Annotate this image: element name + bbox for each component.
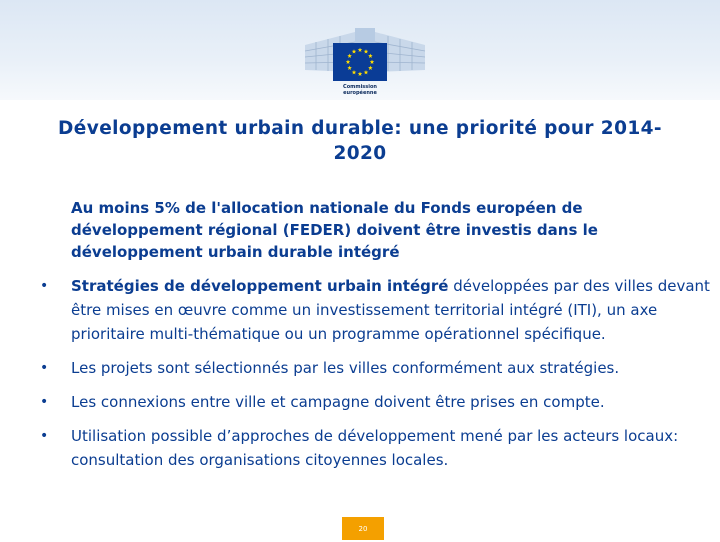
bullet-dot-icon: • [40,394,49,410]
bullet-list [30,274,710,472]
bullet-text: développées par des villes devant être mises en œuvre comme un investissement territorial intégré (ITI), un axe prioritaire multi-thématique ou un programme opérationnel spécifique. [71,277,710,343]
flag-star-icon [368,66,373,70]
flag-star-icon [368,54,373,58]
bullet-item [30,274,710,346]
bullet-item [30,390,710,414]
intro-paragraph: Au moins 5% de l'allocation nationale du Fonds européen de développement régional (FEDER) doivent être investis dans le développement urbain durable intégré [71,199,598,261]
bullet-text: Utilisation possible d’approches de développement mené par les acteurs locaux: consultation des organisations citoyennes locales. [71,427,679,469]
slide-title: Développement urbain durable: une priorité pour 2014-2020 [58,118,662,164]
bullet-item [30,424,710,472]
flag-star-icon [358,72,363,76]
logo-text-line1: Commission [343,84,377,90]
flag-star-icon [358,48,363,52]
bullet-bold-text: Stratégies de développement urbain intégré [71,277,449,295]
bullet-item [30,356,710,380]
european-commission-logo [333,43,387,96]
flag-star-icon [364,70,369,74]
flag-star-icon [347,66,352,70]
flag-star-icon [364,49,369,53]
bullet-dot-icon: • [40,278,49,294]
eu-flag-icon [333,43,387,81]
flag-star-icon [352,70,357,74]
logo-text [333,84,387,96]
header-band [0,0,720,100]
flag-star-icon [352,49,357,53]
flag-star-icon [370,60,375,64]
bullet-text: Les projets sont sélectionnés par les villes conformément aux stratégies. [71,359,620,377]
flag-star-icon [347,54,352,58]
page-number: 20 [342,517,384,540]
bullet-text: Les connexions entre ville et campagne doivent être prises en compte. [71,393,605,411]
logo-text-line2: européenne [343,90,377,96]
bullet-dot-icon: • [40,360,49,376]
bullet-dot-icon: • [40,428,49,444]
flag-star-icon [346,60,351,64]
